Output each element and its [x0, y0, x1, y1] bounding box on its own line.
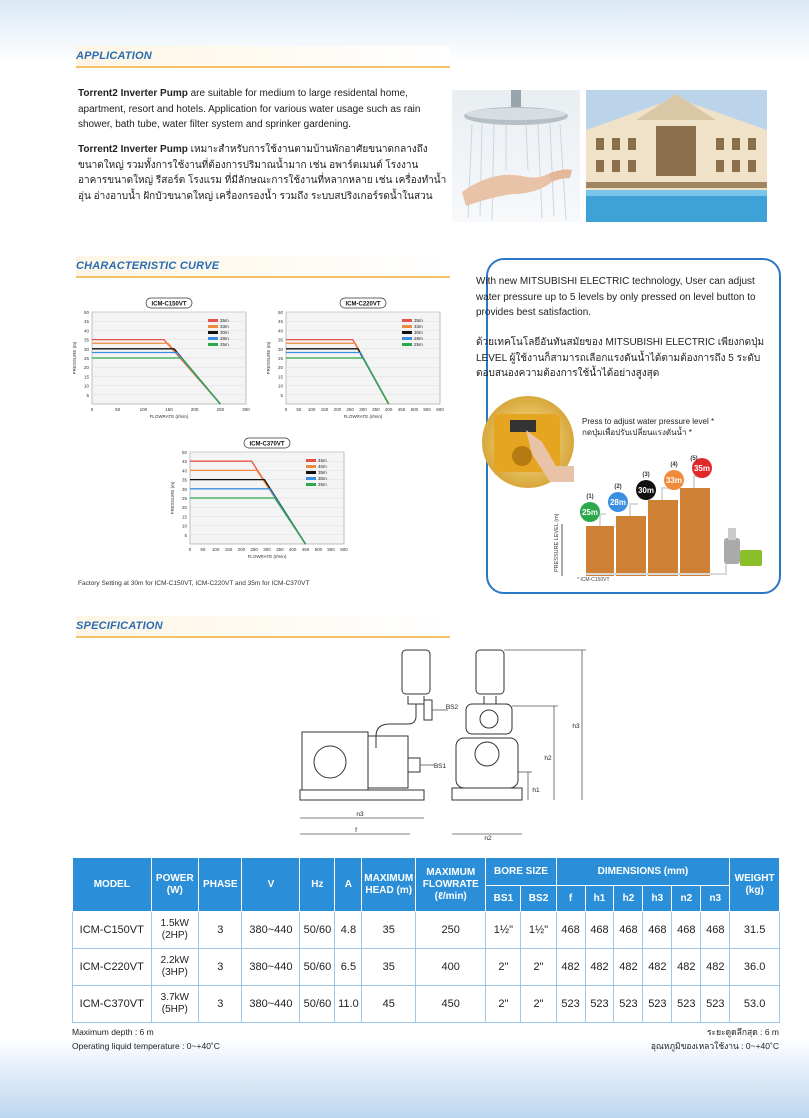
dim-bs2: BS2: [445, 704, 459, 711]
chart-icm-c150vt: [68, 296, 258, 430]
legend-swatch: [208, 319, 218, 322]
y-tick-label: 30: [181, 486, 187, 492]
rain-shower-photo: [452, 90, 580, 222]
legend-label: 25m: [318, 482, 327, 487]
legend-swatch: [208, 331, 218, 334]
cell-bs2: 2": [521, 949, 556, 986]
x-tick-label: 350: [372, 407, 380, 412]
cell-n2: 482: [672, 949, 701, 986]
x-tick-label: 150: [224, 547, 233, 552]
level-1-label: 25m: [581, 508, 599, 517]
x-tick-label: 100: [211, 547, 220, 552]
y-tick-label: 5: [280, 392, 283, 398]
application-text-en: [78, 86, 450, 133]
legend-swatch: [402, 343, 412, 346]
footer-left: [72, 1025, 220, 1053]
cell-head: 45: [362, 986, 416, 1023]
legend-label: 30m: [414, 330, 423, 335]
dim-f: f: [355, 827, 357, 834]
cell-power-kw: 3.7kW: [160, 992, 189, 1003]
level-5-label: 35m: [693, 464, 711, 473]
cell-weight: 36.0: [730, 949, 780, 986]
table-row: [73, 912, 780, 949]
cell-phase: 3: [199, 912, 242, 949]
th-n3: n3: [701, 886, 730, 912]
cell-n2: 468: [672, 912, 701, 949]
application-body-th: เหมาะสำหรับการใช้งานตามบ้านพักอาศัยขนาดกลางถึงขนาดใหญ่ รวมทั้งการใช้งานที่ต้องการปริมาณน้ำมาก เช่น อพาร์ตเมนต์ โรงงาน อาคารขนาดใหญ่ รีสอร์ต โรงแรม ที่มีลักษณะการใช้งานที่หลากหลาย เช่น เครื่องทำน้ำอุ่น อ่างอาบน้ำ ฝักบัวขนาดใหญ่ เครื่องกรองน้ำ รวมถึง ระบบสปริงเกอร์รดน้ำในสวน: [78, 144, 447, 202]
cell-h3: 468: [643, 912, 672, 949]
x-axis-label: FLOWRATE (ℓ/min): [149, 414, 189, 419]
y-tick-label: 25: [277, 356, 283, 361]
cell-a: 4.8: [335, 912, 362, 949]
dim-h2: h2: [544, 755, 552, 762]
cell-power-kw: 2.2kW: [160, 955, 189, 966]
y-tick-label: 10: [83, 383, 89, 389]
x-axis-label: FLOWRATE (ℓ/min): [247, 554, 287, 559]
level-4-num: (4): [670, 462, 678, 468]
level-3-label: 30m: [637, 486, 655, 495]
y-tick-label: 35: [181, 477, 187, 483]
cell-model: ICM-C150VT: [73, 912, 152, 949]
th-h3: h3: [643, 886, 672, 912]
operating-temp-en: Operating liquid temperature : 0~+40˚C: [72, 1041, 220, 1051]
pressure-level-axis-label: PRESSURE LEVEL (m): [554, 513, 560, 572]
x-tick-label: 0: [90, 407, 94, 412]
y-tick-label: 15: [83, 374, 89, 380]
x-tick-label: 350: [276, 547, 284, 552]
y-tick-label: 5: [86, 392, 89, 398]
y-tick-label: 45: [181, 459, 187, 465]
cell-flow: 450: [416, 986, 486, 1023]
legend-label: 25m: [414, 342, 423, 347]
x-tick-label: 300: [359, 407, 367, 412]
cell-f: 523: [556, 986, 585, 1023]
feature-text-en: With new MITSUBISHI ELECTRIC technology, User can adjust water pressure up to 5 levels by only pressed on level button to provides best satisfaction.: [476, 276, 756, 318]
x-tick-label: 250: [250, 547, 258, 552]
cell-bs2: 1½": [521, 912, 556, 949]
cell-a: 11.0: [335, 986, 362, 1023]
y-tick-label: 45: [277, 319, 283, 325]
characteristic-heading: CHARACTERISTIC CURVE: [76, 256, 450, 278]
th-h2: h2: [614, 886, 643, 912]
dim-h3: h3: [572, 723, 580, 730]
cell-power-hp: (2HP): [161, 930, 188, 941]
th-bs1: BS1: [486, 886, 521, 912]
cell-bs1: 2": [486, 949, 521, 986]
x-axis-label: FLOWRATE (ℓ/min): [343, 414, 383, 419]
application-heading: APPLICATION: [76, 46, 450, 68]
legend-label: 30m: [318, 476, 327, 481]
legend-swatch: [208, 337, 218, 340]
y-tick-label: 30: [277, 346, 283, 352]
y-tick-label: 5: [184, 532, 187, 538]
th-f: f: [556, 886, 585, 912]
application-text-th: [78, 142, 450, 204]
factory-setting-note: Factory Setting at 30m for ICM-C150VT, ICM-C220VT and 35m for ICM-C370VT: [78, 580, 310, 587]
legend-label: 35m: [414, 318, 423, 323]
dim-bs1: BS1: [433, 763, 447, 770]
x-tick-label: 100: [139, 407, 148, 412]
cell-h2: 523: [614, 986, 643, 1023]
th-amp: A: [335, 858, 362, 912]
dim-n2: n2: [484, 835, 492, 842]
y-tick-label: 45: [83, 319, 89, 325]
th-h1: h1: [585, 886, 614, 912]
th-n2: n2: [672, 886, 701, 912]
x-tick-label: 250: [346, 407, 354, 412]
x-tick-label: 600: [436, 407, 444, 412]
x-tick-label: 450: [301, 547, 310, 552]
chart-title: ICM-C370VT: [249, 441, 285, 448]
th-max-flowrate: MAXIMUM FLOWRATE (ℓ/min): [416, 858, 486, 912]
chart-svg-c150: [68, 296, 258, 430]
cell-hz: 50/60: [300, 912, 335, 949]
y-tick-label: 40: [181, 468, 187, 474]
cell-n2: 523: [672, 986, 701, 1023]
cell-head: 35: [362, 949, 416, 986]
cell-n3: 523: [701, 986, 730, 1023]
x-tick-label: 150: [320, 407, 329, 412]
legend-swatch: [306, 483, 316, 486]
x-tick-label: 450: [397, 407, 406, 412]
x-tick-label: 500: [410, 407, 419, 412]
legend-label: 33m: [414, 324, 423, 329]
y-tick-label: 25: [181, 496, 187, 501]
th-weight: WEIGHT (kg): [730, 858, 780, 912]
x-tick-label: 0: [284, 407, 288, 412]
x-tick-label: 50: [200, 547, 206, 552]
cell-power: [151, 949, 199, 986]
legend-swatch: [402, 337, 412, 340]
chart-svg-c370: [166, 436, 356, 570]
th-model: MODEL: [73, 858, 152, 912]
cell-a: 6.5: [335, 949, 362, 986]
x-tick-label: 250: [216, 407, 225, 412]
x-tick-label: 100: [307, 407, 316, 412]
level-2-num: (2): [614, 484, 622, 490]
press-instruction-en: Press to adjust water pressure level *: [582, 417, 715, 426]
cell-model: ICM-C220VT: [73, 949, 152, 986]
cell-bs1: 2": [486, 986, 521, 1023]
specification-table: [72, 857, 780, 1023]
x-tick-label: 300: [263, 547, 271, 552]
y-tick-label: 20: [277, 365, 283, 371]
legend-swatch: [306, 471, 316, 474]
cell-head: 35: [362, 912, 416, 949]
legend-label: 45m: [318, 458, 327, 463]
cell-flow: 400: [416, 949, 486, 986]
th-phase: PHASE: [199, 858, 242, 912]
y-axis-label: PRESSURE (m): [170, 481, 175, 515]
legend-label: 28m: [414, 336, 423, 341]
x-tick-label: 300: [242, 407, 250, 412]
legend-swatch: [208, 343, 218, 346]
y-tick-label: 20: [83, 365, 89, 371]
y-tick-label: 30: [83, 346, 89, 352]
chart-title: ICM-C150VT: [151, 301, 187, 308]
cell-h3: 482: [643, 949, 672, 986]
legend-swatch: [402, 325, 412, 328]
cell-hz: 50/60: [300, 949, 335, 986]
level-1-num: (1): [586, 494, 594, 500]
cell-h1: 523: [585, 986, 614, 1023]
y-tick-label: 50: [181, 450, 187, 455]
level-2-label: 28m: [609, 498, 627, 507]
cell-h2: 482: [614, 949, 643, 986]
cell-v: 380~440: [242, 912, 300, 949]
cell-n3: 468: [701, 912, 730, 949]
th-voltage: V: [242, 858, 300, 912]
cell-power: [151, 912, 199, 949]
application-body-en: are suitable for medium to large residental home, apartment, resort and hotels. Application for various water usage such as rain shower, bath tube, water filter system and sprinker gardening.: [78, 88, 421, 130]
y-tick-label: 35: [83, 337, 89, 343]
cell-f: 482: [556, 949, 585, 986]
level-3-num: (3): [642, 472, 650, 478]
icm-footnote: * ICM-C150VT: [577, 577, 610, 583]
footer-right: [651, 1025, 779, 1053]
x-tick-label: 50: [115, 407, 121, 412]
x-tick-label: 0: [188, 547, 192, 552]
resort-hotel-photo: [586, 90, 767, 222]
operating-temp-th: อุณหภูมิของเหลวใช้งาน : 0~+40˚C: [650, 1041, 779, 1051]
x-tick-label: 200: [237, 547, 246, 552]
x-tick-label: 550: [327, 547, 335, 552]
th-bs2: BS2: [521, 886, 556, 912]
legend-swatch: [306, 459, 316, 462]
th-max-head: MAXIMUM HEAD (m): [362, 858, 416, 912]
dim-n3: n3: [356, 811, 364, 818]
dimension-drawing: [290, 640, 590, 846]
x-tick-label: 600: [340, 547, 348, 552]
cell-power: [151, 986, 199, 1023]
legend-swatch: [402, 319, 412, 322]
press-instruction: [582, 416, 732, 438]
x-tick-label: 550: [423, 407, 431, 412]
cell-h2: 468: [614, 912, 643, 949]
y-tick-label: 25: [83, 356, 89, 361]
x-tick-label: 200: [190, 407, 199, 412]
chart-icm-c370vt: [166, 436, 356, 570]
x-tick-label: 50: [296, 407, 302, 412]
th-hz: Hz: [300, 858, 335, 912]
x-tick-label: 400: [384, 407, 393, 412]
x-tick-label: 150: [165, 407, 173, 412]
table-row: [73, 986, 780, 1023]
y-tick-label: 15: [181, 514, 187, 520]
cell-weight: 31.5: [730, 912, 780, 949]
max-depth-th: ระยะดูดลึกสุด : 6 m: [706, 1027, 779, 1037]
product-name-th: Torrent2 Inverter Pump: [78, 144, 188, 155]
y-tick-label: 10: [277, 383, 283, 389]
cell-bs1: 1½": [486, 912, 521, 949]
cell-h1: 482: [585, 949, 614, 986]
cell-phase: 3: [199, 986, 242, 1023]
legend-swatch: [208, 325, 218, 328]
cell-h1: 468: [585, 912, 614, 949]
product-name-en: Torrent2 Inverter Pump: [78, 88, 188, 99]
chart-title: ICM-C220VT: [345, 301, 381, 308]
legend-label: 28m: [220, 336, 229, 341]
chart-svg-c220: [262, 296, 452, 430]
table-row: [73, 949, 780, 986]
cell-f: 468: [556, 912, 585, 949]
pressure-level-diagram: [546, 454, 774, 578]
max-depth-en: Maximum depth : 6 m: [72, 1027, 154, 1037]
legend-label: 40m: [318, 464, 327, 469]
legend-swatch: [306, 477, 316, 480]
legend-label: 35m: [220, 318, 229, 323]
cell-h3: 523: [643, 986, 672, 1023]
cell-flow: 250: [416, 912, 486, 949]
y-axis-label: PRESSURE (m): [266, 341, 271, 375]
y-tick-label: 35: [277, 337, 283, 343]
y-tick-label: 50: [83, 310, 89, 315]
cell-weight: 53.0: [730, 986, 780, 1023]
cell-model: ICM-C370VT: [73, 986, 152, 1023]
x-tick-label: 200: [333, 407, 342, 412]
th-power: POWER (W): [151, 858, 199, 912]
level-5-num: (5): [690, 456, 698, 462]
cell-n3: 482: [701, 949, 730, 986]
cell-bs2: 2": [521, 986, 556, 1023]
specification-heading: SPECIFICATION: [76, 616, 450, 638]
x-tick-label: 400: [288, 547, 297, 552]
y-tick-label: 40: [277, 328, 283, 334]
y-tick-label: 40: [83, 328, 89, 334]
legend-label: 25m: [220, 342, 229, 347]
press-instruction-th: กดปุ่มเพื่อปรับเปลี่ยนแรงดันน้ำ *: [582, 428, 692, 437]
th-bore-size: BORE SIZE: [486, 858, 556, 886]
legend-label: 35m: [318, 470, 327, 475]
cell-phase: 3: [199, 949, 242, 986]
y-axis-label: PRESSURE (m): [72, 341, 77, 375]
y-tick-label: 20: [181, 505, 187, 511]
y-tick-label: 10: [181, 523, 187, 529]
cell-power-hp: (5HP): [161, 1004, 188, 1015]
cell-hz: 50/60: [300, 986, 335, 1023]
cell-v: 380~440: [242, 986, 300, 1023]
cell-power-hp: (3HP): [161, 967, 188, 978]
th-dimensions: DIMENSIONS (mm): [556, 858, 730, 886]
legend-label: 33m: [220, 324, 229, 329]
legend-label: 30m: [220, 330, 229, 335]
x-tick-label: 500: [314, 547, 323, 552]
y-tick-label: 50: [277, 310, 283, 315]
feature-text-th: ด้วยเทคโนโลยีอันทันสมัยของ MITSUBISHI ELECTRIC เพียงกดปุ่ม LEVEL ผู้ใช้งานก็สามารถเลือกแรงดันน้ำได้ตามต้องการถึง 5 ระดับ ตอบสนองความต้องการใช้น้ำได้อย่างสูงสุด: [476, 337, 765, 379]
chart-icm-c220vt: [262, 296, 452, 430]
cell-power-kw: 1.5kW: [160, 918, 189, 929]
dim-h1: h1: [532, 787, 540, 794]
legend-swatch: [402, 331, 412, 334]
level-4-label: 33m: [665, 476, 683, 485]
y-tick-label: 15: [277, 374, 283, 380]
cell-v: 380~440: [242, 949, 300, 986]
legend-swatch: [306, 465, 316, 468]
